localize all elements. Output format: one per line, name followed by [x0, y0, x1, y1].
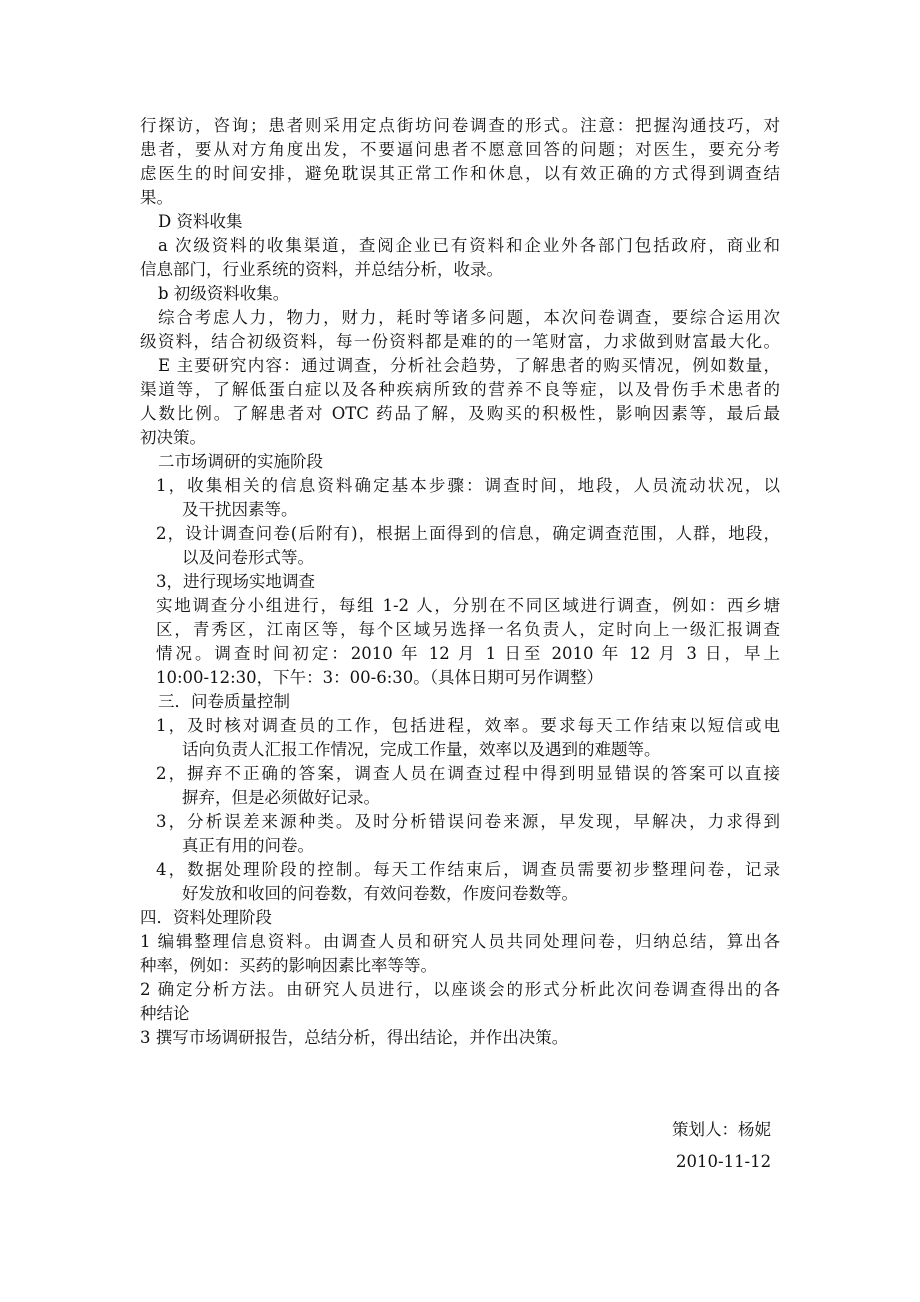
text-line: 情况。调查时间初定：2010 年 12 月 1 日至 2010 年 12 月 3 日，早上: [156, 644, 780, 663]
text-line: 话向负责人汇报工作情况，完成工作量，效率以及遇到的难题等。: [182, 740, 661, 759]
section-heading: 四．资料处理阶段: [140, 908, 272, 927]
text-line: 综合考虑人力，物力，财力，耗时等诸多问题，本次问卷调查，要综合运用次: [158, 308, 780, 327]
text-line: 及干扰因素等。: [182, 500, 298, 519]
text-line: 级资料，结合初级资料，每一份资料都是难的的一笔财富，力求做到财富最大化。: [140, 332, 780, 351]
text-line: 虑医生的时间安排，避免耽误其正常工作和休息，以有效正确的方式得到调查结: [140, 164, 780, 183]
list-item: 1，收集相关的信息资料确定基本步骤：调查时间，地段，人员流动状况，以: [156, 476, 780, 495]
text-line: 信息部门，行业系统的资料，并总结分析，收录。: [140, 260, 503, 279]
text-line: 真正有用的问卷。: [182, 836, 314, 855]
text-line: 人数比例。了解患者对 OTC 药品了解，及购买的积极性，影响因素等，最后最: [140, 404, 780, 423]
list-item: 2，设计调查问卷(后附有)，根据上面得到的信息，确定调查范围，人群，地段，: [156, 524, 780, 543]
section-heading: 三．问卷质量控制: [158, 692, 290, 711]
text-line: 种结论: [140, 1004, 190, 1023]
text-line: 渠道等，了解低蛋白症以及各种疾病所致的营养不良等症，以及骨伤手术患者的: [140, 380, 780, 399]
list-item: 1，及时核对调查员的工作，包括进程，效率。要求每天工作结束以短信或电: [156, 716, 780, 735]
text-line: 初决策。: [140, 428, 206, 447]
list-item: 2 确定分析方法。由研究人员进行，以座谈会的形式分析此次问卷调查得出的各: [140, 980, 780, 999]
text-line: 果。: [140, 188, 173, 207]
section-heading: 二市场调研的实施阶段: [158, 452, 323, 471]
text-line: 患者，要从对方角度出发，不要逼问患者不愿意回答的问题；对医生，要充分考: [140, 140, 780, 159]
section-heading: D 资料收集: [158, 212, 243, 231]
text-line: 好发放和收回的问卷数，有效问卷数，作废问卷数等。: [182, 884, 578, 903]
text-line: 10:00-12:30，下午：3：00-6:30。（具体日期可另作调整）: [156, 668, 604, 687]
list-item: 3 撰写市场调研报告，总结分析，得出结论，并作出决策。: [140, 1028, 569, 1047]
text-line: a 次级资料的收集渠道，查阅企业已有资料和企业外各部门包括政府，商业和: [158, 236, 780, 255]
text-line: b 初级资料收集。: [158, 284, 290, 303]
planner-signature: 策划人：杨妮: [672, 1120, 771, 1139]
list-item: 1 编辑整理信息资料。由调查人员和研究人员共同处理问卷，归纳总结，算出各: [140, 932, 780, 951]
document-date: 2010-11-12: [676, 1152, 772, 1171]
text-line: 实地调查分小组进行，每组 1-2 人，分别在不同区域进行调查，例如：西乡塘: [156, 596, 780, 615]
text-line: 种率，例如：买药的影响因素比率等等。: [140, 956, 437, 975]
text-line: 以及问卷形式等。: [182, 548, 314, 567]
list-item: 4，数据处理阶段的控制。每天工作结束后，调查员需要初步整理问卷，记录: [156, 860, 780, 879]
text-line: 行探访，咨询；患者则采用定点街坊问卷调查的形式。注意：把握沟通技巧，对: [140, 116, 780, 135]
list-item: 2，摒弃不正确的答案，调查人员在调查过程中得到明显错误的答案可以直接: [156, 764, 780, 783]
text-line: 摒弃，但是必须做好记录。: [182, 788, 380, 807]
list-item: 3，分析误差来源种类。及时分析错误问卷来源，早发现，早解决，力求得到: [156, 812, 780, 831]
list-item: 3，进行现场实地调查: [156, 572, 315, 591]
text-line: 区，青秀区，江南区等，每个区域另选择一名负责人，定时向上一级汇报调查: [156, 620, 780, 639]
text-line: E 主要研究内容：通过调查，分析社会趋势，了解患者的购买情况，例如数量，: [158, 356, 780, 375]
